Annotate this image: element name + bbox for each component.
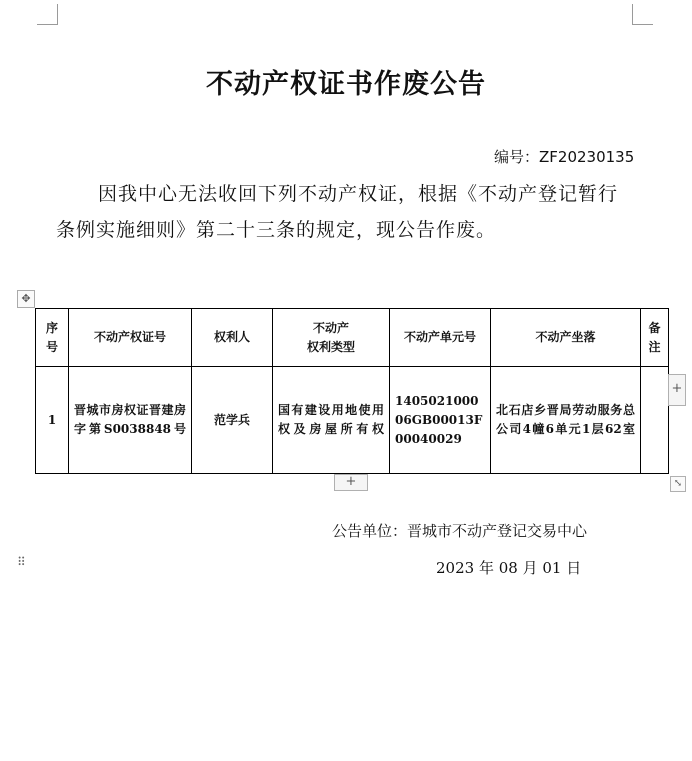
header-location: 不动产坐落 [491, 309, 641, 367]
document-title: 不动产权证书作废公告 [206, 69, 486, 100]
header-right-type-line2: 权利类型 [306, 339, 355, 354]
cell-remark [641, 367, 669, 474]
header-owner: 权利人 [192, 309, 273, 367]
move-arrows-icon[interactable]: ✥ [17, 290, 35, 308]
void-certificates-table [35, 308, 669, 474]
drag-dots-icon[interactable]: ⠿ [17, 555, 26, 569]
table-header-row [36, 309, 669, 367]
page-corner-top-left [37, 4, 58, 25]
resize-diagonal-icon[interactable]: ⤡ [670, 476, 686, 492]
table-row [36, 367, 669, 474]
header-seq: 序号 [36, 309, 69, 367]
header-cert-no: 不动产权证号 [69, 309, 192, 367]
cell-cert-no: 晋城市房权证晋建房字第S0038848号 [69, 367, 192, 474]
header-unit-no: 不动产单元号 [390, 309, 491, 367]
cell-seq: 1 [36, 367, 69, 474]
announcement-body: 因我中心无法收回下列不动产权证，根据《不动产登记暂行条例实施细则》第二十三条的规定，现公告作废。 [56, 183, 619, 241]
header-remark: 备注 [641, 309, 669, 367]
page-corner-top-right [632, 4, 653, 25]
document-number: 编号：ZF20230135 [494, 148, 635, 166]
header-right-type [273, 309, 390, 367]
cell-location: 北石店乡晋局劳动服务总公司4幢6单元1层62室 [491, 367, 641, 474]
announcement-date: 2023 年 08 月 01 日 [436, 559, 582, 577]
header-right-type-line1: 不动产 [312, 320, 349, 335]
add-row-button[interactable]: + [334, 474, 368, 491]
cell-right-type: 国有建设用地使用权及房屋所有权 [273, 367, 390, 474]
add-column-button[interactable]: + [668, 374, 686, 406]
announcer: 公告单位：晋城市不动产登记交易中心 [332, 522, 588, 540]
cell-unit-no: 140502100006GB00013F00040029 [390, 367, 491, 474]
cell-owner: 范学兵 [192, 367, 273, 474]
